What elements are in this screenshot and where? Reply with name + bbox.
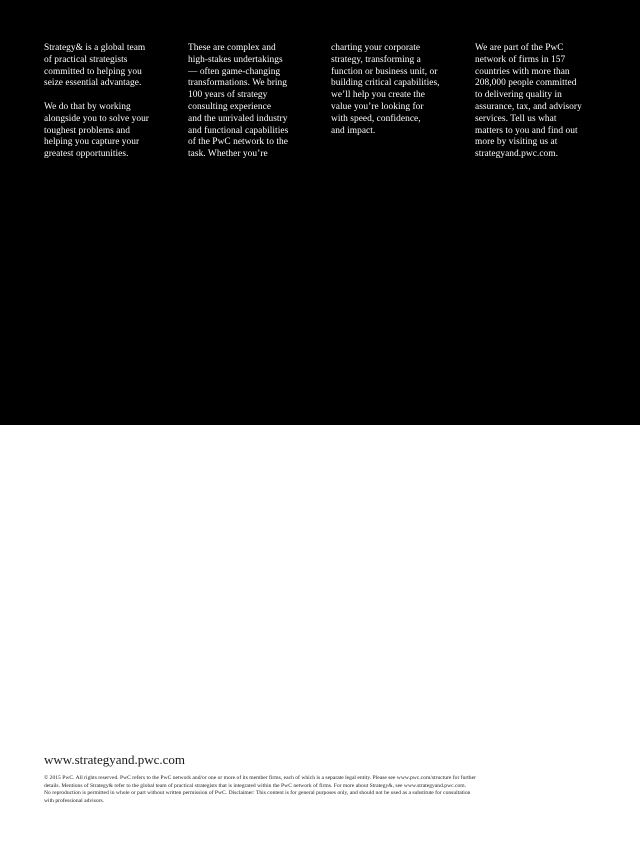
legal-line-1: © 2015 PwC. All rights reserved. PwC refers to the PwC network and/or one or more of its member firms, each of which is a separate legal entity. Please see www.pwc.com/structure for further — [44, 775, 476, 781]
legal-line-4: with professional advisors. — [44, 797, 105, 804]
column-2-paragraph-1: These are complex and high-stakes undertakings — often game-changing transformations. We bring 100 years of strategy consulting experience and the unrivaled industry and functional capabilities of the PwC network to the task. Whether you’re — [188, 43, 289, 160]
text-column-2 — [188, 43, 316, 173]
website-url: www.strategyand.pwc.com — [44, 752, 186, 767]
column-1-paragraph-1: Strategy& is a global team of practical strategists committed to helping you seize essential advantage. — [44, 43, 146, 89]
column-1-paragraph-2: We do that by working alongside you to solve your toughest problems and helping you capture your greatest opportunities. — [44, 101, 149, 160]
black-text-panel — [0, 0, 640, 425]
legal-line-3: No reproduction is permitted in whole or part without written permission of PwC. Disclaimer: This content is for general purposes only, and should not be used as a substitute for consultation — [44, 790, 471, 797]
legal-line-2: details. Mentions of Strategy& refer to the global team of practical strategists that is integrated within the PwC network of firms. For more about Strategy&, see www.strategyand.pwc.com. — [44, 782, 467, 789]
column-4-paragraph-1: We are part of the PwC network of firms in 157 countries with more than 208,000 people committed to delivering quality in assurance, tax, and advisory services. Tell us what matters to you and find out more by visiting us at strategyand.pwc.com. — [475, 43, 582, 160]
text-column-3 — [331, 43, 459, 149]
text-column-4 — [475, 43, 603, 173]
text-column-1 — [44, 43, 172, 173]
legal-notice — [44, 775, 596, 805]
column-3-paragraph-1: charting your corporate strategy, transforming a function or business unit, or building critical capabilities, we’ll help you create the value you’re looking for with speed, confidence, and impact. — [331, 43, 440, 136]
